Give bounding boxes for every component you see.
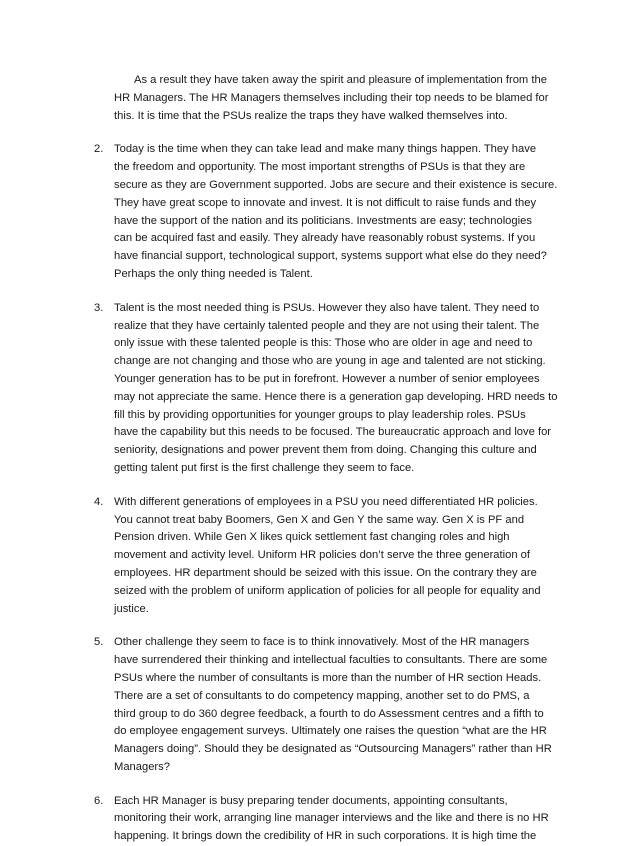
text-line: have the support of the nation and its politicians. Investments are easy; technologies (114, 214, 532, 227)
numbered-item-3 (94, 300, 566, 478)
text-line: Today is the time when they can take lead and make many things happen. They have (114, 143, 537, 156)
numbered-item-2 (94, 141, 566, 283)
text-line: the freedom and opportunity. The most important strengths of PSUs is that they are (114, 161, 526, 174)
numbered-item-6 (94, 793, 566, 846)
text-line: do employee engagement surveys. Ultimately one raises the question “what are the HR (114, 725, 547, 738)
text-line: have financial support, technological support, systems support what else do they need? (114, 250, 547, 263)
text-line: change are not changing and those who are young in age and talented are not sticking. (114, 355, 546, 368)
paragraph-continuation (94, 72, 566, 125)
text-line: this. It is time that the PSUs realize the traps they have walked themselves into. (114, 109, 508, 122)
text-line: Managers doing”. Should they be designated as “Outsourcing Managers” rather than HR (114, 743, 552, 756)
text-line: Other challenge they seem to face is to think innovatively. Most of the HR managers (114, 636, 530, 649)
numbered-item-4 (94, 494, 566, 619)
text-line: movement and activity level. Uniform HR policies don’t serve the three generation of (114, 549, 531, 562)
document-body (94, 72, 566, 846)
item-number: 6. (94, 794, 104, 807)
text-line: only issue with these talented people is this: Those who are older in age and need to (114, 337, 533, 350)
text-line: have surrendered their thinking and intellectual faculties to consultants. There are some (114, 654, 548, 667)
text-line: monitoring their work, arranging line manager interviews and the like and there is no HR (114, 812, 549, 825)
text-line: HR Managers. The HR Managers themselves including their top needs to be blamed for (114, 91, 549, 104)
item-body (114, 793, 566, 846)
item-body (114, 141, 566, 283)
text-line: can be acquired fast and easily. They already have reasonably robust systems. If you (114, 232, 536, 245)
text-line: may not appreciate the same. Hence there is a generation gap developing. HRD needs to (114, 390, 558, 403)
item-number: 5. (94, 636, 104, 649)
text-line: Talent is the most needed thing is PSUs. However they also have talent. They need to (114, 301, 540, 314)
text-line: realize that they have certainly talented people and they are not using their talent. The (114, 319, 540, 332)
item-number: 3. (94, 301, 104, 314)
text-line: Pension driven. While Gen X likes quick settlement fast changing roles and high (114, 531, 510, 544)
text-line: Younger generation has to be put in forefront. However a number of senior employees (114, 372, 540, 385)
text-line: seized with the problem of uniform application of policies for all people for equality and (114, 584, 541, 597)
text-line: justice. (114, 602, 149, 615)
text-line: Each HR Manager is busy preparing tender documents, appointing consultants, (114, 794, 508, 807)
text-line: third group to do 360 degree feedback, a fourth to do Assessment centres and a fifth to (114, 707, 544, 720)
item-body (114, 300, 566, 478)
text-line: PSUs where the number of consultants is more than the number of HR section Heads. (114, 671, 542, 684)
text-line: Managers? (114, 760, 170, 773)
text-line: You cannot treat baby Boomers, Gen X and Gen Y the same way. Gen X is PF and (114, 513, 525, 526)
numbered-item-5 (94, 634, 566, 776)
item-number: 2. (94, 143, 104, 156)
item-body (114, 634, 566, 776)
text-line: employees. HR department should be seized with this issue. On the contrary they are (114, 566, 537, 579)
text-line: Perhaps the only thing needed is Talent. (114, 267, 313, 280)
text-line: have the capability but this needs to be focused. The bureaucratic approach and love for (114, 426, 552, 439)
item-number: 4. (94, 495, 104, 508)
text-line: They have great scope to innovate and invest. It is not difficult to raise funds and they (114, 196, 537, 209)
text-line: There are a set of consultants to do competency mapping, another set to do PMS, a (114, 689, 530, 702)
text-line: As a result they have taken away the spirit and pleasure of implementation from the (134, 74, 547, 86)
text-line: With different generations of employees in a PSU you need differentiated HR policies. (114, 495, 538, 508)
text-line: seniority, designations and power prevent them from doing. Changing this culture and (114, 444, 537, 457)
text-line: happening. It brings down the credibility of HR in such corporations. It is high time the (114, 830, 537, 843)
text-line: fill this by providing opportunities for younger groups to play leadership roles. PSUs (114, 408, 526, 421)
item-body (114, 494, 566, 619)
text-line: getting talent put first is the first challenge they seem to face. (114, 461, 415, 474)
text-line: secure as they are Government supported. Jobs are secure and their existence is secure. (114, 178, 558, 191)
